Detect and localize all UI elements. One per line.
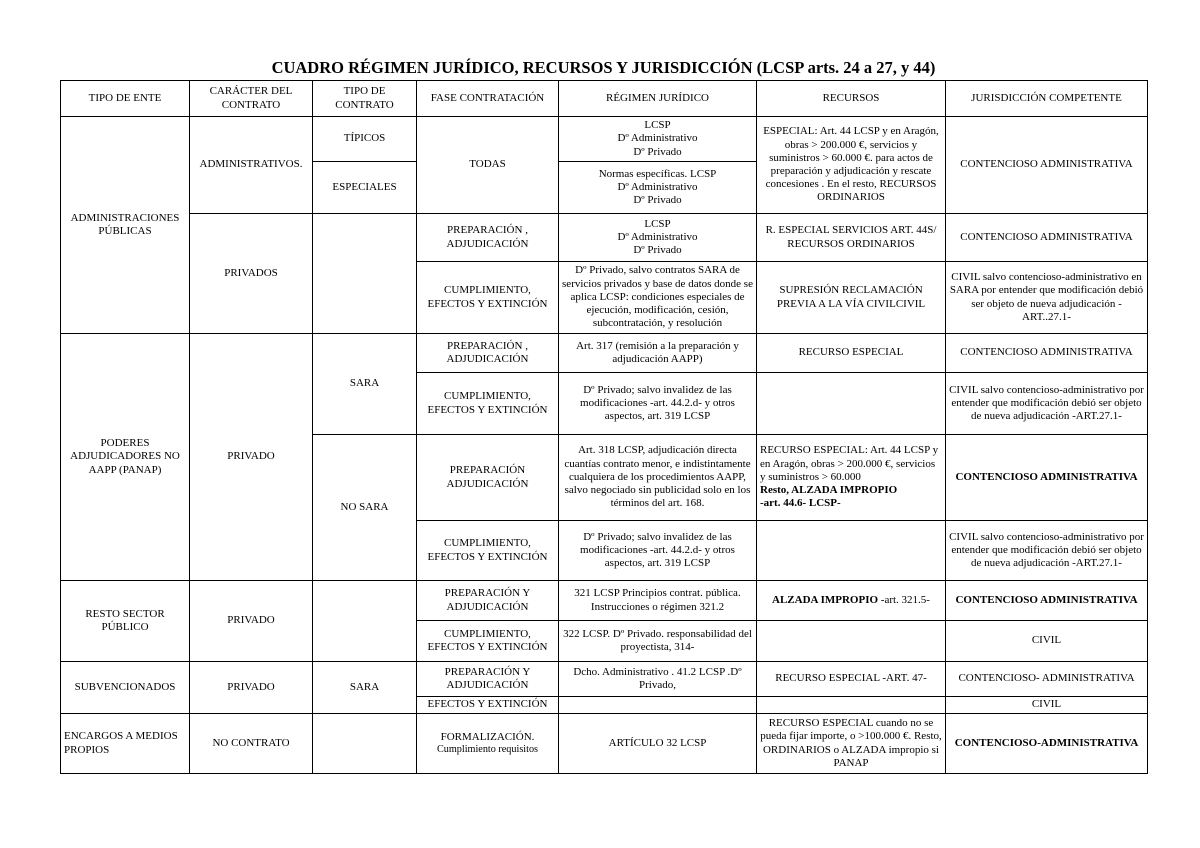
fase-preparacion: PREPARACIÓN , ADJUDICACIÓN xyxy=(417,334,559,373)
regimen-line: Dº Privado xyxy=(633,145,682,158)
ente-panap: PODERES ADJUDICADORES NO AAPP (PANAP) xyxy=(61,334,190,581)
recursos-sara-preparacion: RECURSO ESPECIAL xyxy=(757,334,946,373)
caracter-administrativos: ADMINISTRATIVOS. xyxy=(190,117,313,214)
regimen-line: Dº Privado xyxy=(633,194,682,207)
table-row xyxy=(61,714,1148,774)
table-row xyxy=(61,334,1148,373)
recursos-encargos: RECURSO ESPECIAL cuando no se pueda fijar importe, o >100.000 €. Resto, ORDINARIOS o ALZADA impropio si PANAP xyxy=(757,714,946,774)
recursos-articulo: -art. 321.5- xyxy=(878,593,930,606)
fase-formalizacion: FORMALIZACIÓN. xyxy=(440,730,535,743)
fase-cumplimiento: CUMPLIMIENTO, EFECTOS Y EXTINCIÓN xyxy=(417,373,559,435)
caracter-panap: PRIVADO xyxy=(190,334,313,581)
tipo-tipicos: TÍPICOS xyxy=(313,117,417,162)
jurisdiccion-subv-efectos: CIVIL xyxy=(946,697,1148,714)
jurisdiccion-sara-preparacion: CONTENCIOSO ADMINISTRATIVA xyxy=(946,334,1148,373)
table-row xyxy=(61,581,1148,621)
tipo-sara: SARA xyxy=(313,334,417,435)
jurisdiccion-rsp-preparacion: CONTENCIOSO ADMINISTRATIVA xyxy=(946,581,1148,621)
ente-resto-sector-publico: RESTO SECTOR PÚBLICO xyxy=(61,581,190,662)
tipo-empty xyxy=(313,714,417,774)
caracter-privados: PRIVADOS xyxy=(190,214,313,334)
fase-efectos: EFECTOS Y EXTINCIÓN xyxy=(417,697,559,714)
tipo-subv-sara: SARA xyxy=(313,662,417,714)
regimen-nosara-preparacion: Art. 318 LCSP, adjudicación directa cuantías contrato menor, e indistintamente cualquiera de los procedimientos AAPP, salvo negociado sin publicidad solo en los términos del art. 168. xyxy=(559,435,757,521)
caracter-rsp: PRIVADO xyxy=(190,581,313,662)
fase-cumplimiento: CUMPLIMIENTO, EFECTOS Y EXTINCIÓN xyxy=(417,262,559,334)
tipo-especiales: ESPECIALES xyxy=(313,162,417,214)
ente-administraciones-publicas: ADMINISTRACIONES PÚBLICAS xyxy=(61,117,190,334)
header-jurisdiccion: JURISDICCIÓN COMPETENTE xyxy=(946,81,1148,117)
regimen-sara-preparacion: Art. 317 (remisión a la preparación y adjudicación AAPP) xyxy=(559,334,757,373)
header-row xyxy=(61,81,1148,117)
regimen-line: Normas específicas. LCSP xyxy=(598,167,717,180)
regimen-empty xyxy=(559,697,757,714)
recursos-cumplimiento: SUPRESIÓN RECLAMACIÓN PREVIA A LA VÍA CIVILCIVIL xyxy=(757,262,946,334)
tipo-no-sara: NO SARA xyxy=(313,435,417,581)
recursos-empty xyxy=(757,697,946,714)
recursos-rsp-preparacion xyxy=(757,581,946,621)
jurisdiccion-preparacion: CONTENCIOSO ADMINISTRATIVA xyxy=(946,214,1148,262)
header-regimen: RÉGIMEN JURÍDICO xyxy=(559,81,757,117)
ente-encargos: ENCARGOS A MEDIOS PROPIOS xyxy=(61,714,190,774)
fase-cumplimiento: CUMPLIMIENTO, EFECTOS Y EXTINCIÓN xyxy=(417,521,559,581)
regimen-preparacion xyxy=(559,214,757,262)
header-fase: FASE CONTRATACIÓN xyxy=(417,81,559,117)
table-row xyxy=(61,214,1148,262)
header-caracter: CARÁCTER DEL CONTRATO xyxy=(190,81,313,117)
regimen-line: Dº Administrativo xyxy=(617,180,698,193)
header-recursos: RECURSOS xyxy=(757,81,946,117)
regimen-line: LCSP xyxy=(644,217,671,230)
jurisdiccion-nosara-cumplimiento: CIVIL salvo contencioso-administrativo por entender que modificación debió ser objeto de nueva adjudicación -ART.27.1- xyxy=(946,521,1148,581)
jurisdiccion-administrativos: CONTENCIOSO ADMINISTRATIVA xyxy=(946,117,1148,214)
table-row xyxy=(61,662,1148,697)
regimen-tipicos xyxy=(559,117,757,162)
regimen-subv-preparacion: Dcho. Administrativo . 41.2 LCSP .Dº Privado, xyxy=(559,662,757,697)
recursos-empty xyxy=(757,373,946,435)
table-row xyxy=(61,117,1148,162)
regimen-especiales xyxy=(559,162,757,214)
jurisdiccion-cumplimiento: CIVIL salvo contencioso-administrativo en SARA por entender que modificación debió ser objeto de nueva adjudicación -ART..27.1- xyxy=(946,262,1148,334)
fase-todas: TODAS xyxy=(417,117,559,214)
fase-preparacion: PREPARACIÓN , ADJUDICACIÓN xyxy=(417,214,559,262)
recursos-text: RECURSO ESPECIAL: Art. 44 LCSP y en Aragón, obras > 200.000 €, servicios y suministros > 60.000 xyxy=(760,444,939,483)
fase-preparacion: PREPARACIÓN Y ADJUDICACIÓN xyxy=(417,581,559,621)
recursos-empty xyxy=(757,521,946,581)
ente-subvencionados: SUBVENCIONADOS xyxy=(61,662,190,714)
regimen-nosara-cumplimiento: Dº Privado; salvo invalidez de las modificaciones -art. 44.2.d- y otros aspectos, art. 319 LCSP xyxy=(559,521,757,581)
fase-cumplimiento: CUMPLIMIENTO, EFECTOS Y EXTINCIÓN xyxy=(417,621,559,662)
regimen-line: LCSP xyxy=(644,119,671,132)
recursos-nosara-preparacion xyxy=(757,435,946,521)
recursos-empty xyxy=(757,621,946,662)
jurisdiccion-sara-cumplimiento: CIVIL salvo contencioso-administrativo por entender que modificación debió ser objeto de nueva adjudicación -ART.27.1- xyxy=(946,373,1148,435)
fase-preparacion: PREPARACIÓN ADJUDICACIÓN xyxy=(417,435,559,521)
recursos-alzada: Resto, ALZADA IMPROPIO xyxy=(760,484,898,497)
header-tipo-contrato: TIPO DE CONTRATO xyxy=(313,81,417,117)
regimen-cumplimiento: Dº Privado, salvo contratos SARA de servicios privados y base de datos donde se aplica LCSP: condiciones especiales de ejecución, modificación, cesión, subcontratación, y resolución xyxy=(559,262,757,334)
header-tipo-ente: TIPO DE ENTE xyxy=(61,81,190,117)
recursos-alzada: ALZADA IMPROPIO xyxy=(772,593,879,606)
caracter-subv: PRIVADO xyxy=(190,662,313,714)
regimen-line: Dº Administrativo xyxy=(617,230,698,243)
regimen-rsp-cumplimiento: 322 LCSP. Dº Privado. responsabilidad del proyectista, 314- xyxy=(559,621,757,662)
tipo-empty xyxy=(313,214,417,334)
regimen-sara-cumplimiento: Dº Privado; salvo invalidez de las modificaciones -art. 44.2.d- y otros aspectos, art. 319 LCSP xyxy=(559,373,757,435)
jurisdiccion-rsp-cumplimiento: CIVIL xyxy=(946,621,1148,662)
recursos-subv-preparacion: RECURSO ESPECIAL -ART. 47- xyxy=(757,662,946,697)
regimen-rsp-preparacion: 321 LCSP Principios contrat. pública. Instrucciones o régimen 321.2 xyxy=(559,581,757,621)
recursos-preparacion: R. ESPECIAL SERVICIOS ART. 44S/ RECURSOS ORDINARIOS xyxy=(757,214,946,262)
regimen-line: Dº Administrativo xyxy=(617,132,698,145)
fase-cumplimiento-requisitos: Cumplimiento requisitos xyxy=(436,743,539,755)
recursos-articulo: -art. 44.6- LCSP- xyxy=(760,497,841,510)
caracter-encargos: NO CONTRATO xyxy=(190,714,313,774)
tipo-empty xyxy=(313,581,417,662)
jurisdiccion-encargos: CONTENCIOSO-ADMINISTRATIVA xyxy=(946,714,1148,774)
recursos-administrativos: ESPECIAL: Art. 44 LCSP y en Aragón, obras > 200.000 €, servicios y suministros > 60.000 €. para actos de preparación y adjudicación y rescate concesiones . En el resto, RECURSOS ORDINARIOS xyxy=(757,117,946,214)
document-title: CUADRO RÉGIMEN JURÍDICO, RECURSOS Y JURISDICCIÓN (LCSP arts. 24 a 27, y 44) xyxy=(271,58,936,77)
fase-encargos xyxy=(417,714,559,774)
regimen-table xyxy=(60,80,1148,774)
regimen-line: Dº Privado xyxy=(633,244,682,257)
jurisdiccion-subv-preparacion: CONTENCIOSO- ADMINISTRATIVA xyxy=(946,662,1148,697)
jurisdiccion-nosara-preparacion: CONTENCIOSO ADMINISTRATIVA xyxy=(946,435,1148,521)
regimen-encargos: ARTÍCULO 32 LCSP xyxy=(559,714,757,774)
fase-preparacion: PREPARACIÓN Y ADJUDICACIÓN xyxy=(417,662,559,697)
